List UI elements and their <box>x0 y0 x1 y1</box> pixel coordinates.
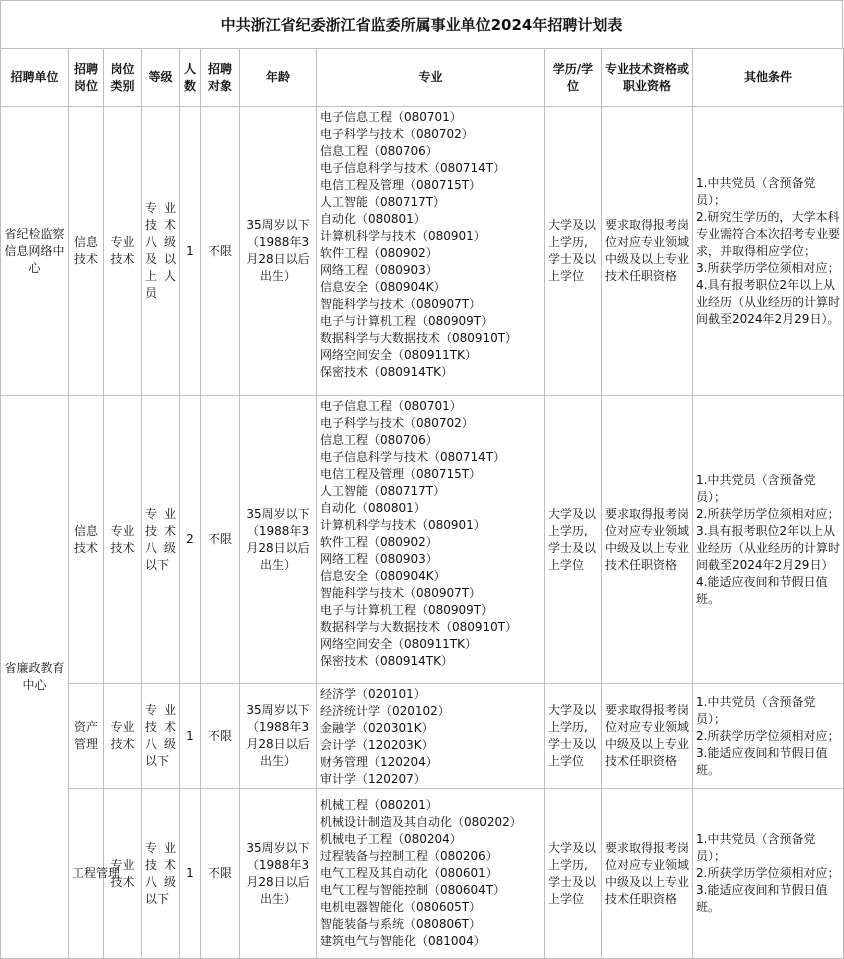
major-item: 信息安全（080904K） <box>320 280 446 294</box>
major-item: 计算机科学与技术（080901） <box>320 518 486 532</box>
other-cell <box>693 789 844 959</box>
other-item: 1.中共党员（含预备党员）； <box>696 175 816 207</box>
header-target: 招聘对象 <box>201 49 240 107</box>
count-cell: 1 <box>180 684 201 789</box>
education-cell: 大学及以上学历,学士及以上学位 <box>545 107 602 396</box>
other-item: 3.能适应夜间和节假日值班。 <box>696 883 828 914</box>
major-item: 电子与计算机工程（080909T） <box>320 603 494 617</box>
header-count: 人数 <box>180 49 201 107</box>
category-cell: 专业技术 <box>104 396 142 684</box>
level-cell: 专业技术八级及以上人员 <box>142 107 180 396</box>
other-item: 4.具有报考职位2年以上从业经历（从业经历的计算时间截至2024年2月29日）。 <box>696 277 841 326</box>
major-item: 自动化（080801） <box>320 212 426 226</box>
table-row <box>1 107 844 396</box>
header-education: 学历/学位 <box>545 49 602 107</box>
other-item: 2.所获学历学位须相对应； <box>696 866 840 880</box>
major-item: 机械设计制造及其自动化（080202） <box>320 815 522 829</box>
major-item: 软件工程（080902） <box>320 535 438 549</box>
major-item: 人工智能（080717T） <box>320 484 446 498</box>
qualification-cell: 要求取得报考岗位对应专业领域中级及以上专业技术任职资格 <box>602 684 693 789</box>
other-item: 1.中共党员（含预备党员）； <box>696 472 816 504</box>
major-item: 自动化（080801） <box>320 501 426 515</box>
major-item: 电子科学与技术（080702） <box>320 416 474 430</box>
major-item: 金融学（020301K） <box>320 721 434 735</box>
major-list <box>320 684 541 788</box>
age-cell: 35周岁以下（1988年3月28日以后出生） <box>240 684 317 789</box>
table-row <box>1 789 844 959</box>
major-item: 智能科学与技术（080907T） <box>320 586 482 600</box>
target-cell: 不限 <box>201 684 240 789</box>
age-cell: 35周岁以下（1988年3月28日以后出生） <box>240 396 317 684</box>
major-item: 建筑电气与智能化（081004） <box>320 934 486 948</box>
major-cell <box>317 107 545 396</box>
recruitment-table <box>0 48 844 959</box>
major-item: 电信工程及管理（080715T） <box>320 467 482 481</box>
qualification-cell: 要求取得报考岗位对应专业领域中级及以上专业技术任职资格 <box>602 396 693 684</box>
major-item: 电信工程及管理（080715T） <box>320 178 482 192</box>
major-item: 电子科学与技术（080702） <box>320 127 474 141</box>
major-item: 软件工程（080902） <box>320 246 438 260</box>
major-item: 电子与计算机工程（080909T） <box>320 314 494 328</box>
major-item: 电子信息工程（080701） <box>320 110 462 124</box>
major-item: 会计学（120203K） <box>320 738 434 752</box>
header-category: 岗位类别 <box>104 49 142 107</box>
target-cell: 不限 <box>201 789 240 959</box>
other-item: 1.中共党员（含预备党员）； <box>696 832 816 863</box>
major-item: 电子信息工程（080701） <box>320 399 462 413</box>
table-row <box>1 396 844 684</box>
major-item: 数据科学与大数据技术（080910T） <box>320 620 518 634</box>
major-item: 财务管理（120204） <box>320 755 438 769</box>
major-item: 经济统计学（020102） <box>320 704 450 718</box>
other-cell <box>693 107 844 396</box>
position-cell: 资产管理 <box>69 684 104 789</box>
major-item: 信息工程（080706） <box>320 144 438 158</box>
unit-cell: 省廉政教育中心 <box>1 396 69 959</box>
header-level: 等级 <box>142 49 180 107</box>
category-cell: 专业技术 <box>104 789 142 959</box>
major-item: 网络工程（080903） <box>320 263 438 277</box>
major-cell <box>317 789 545 959</box>
major-item: 智能装备与系统（080806T） <box>320 917 482 931</box>
header-row <box>1 49 844 107</box>
other-item: 2.所获学历学位须相对应； <box>696 728 840 743</box>
header-position: 招聘岗位 <box>69 49 104 107</box>
position-cell: 信息技术 <box>69 396 104 684</box>
education-cell: 大学及以上学历,学士及以上学位 <box>545 684 602 789</box>
other-cell <box>693 684 844 789</box>
category-cell: 专业技术 <box>104 684 142 789</box>
header-unit: 招聘单位 <box>1 49 69 107</box>
major-item: 电气工程及其自动化（080601） <box>320 866 498 880</box>
other-item: 2.所获学历学位须相对应； <box>696 506 840 521</box>
header-qualification: 专业技术资格或职业资格 <box>602 49 693 107</box>
major-list <box>320 789 541 950</box>
other-item: 2.研究生学历的，大学本科专业需符合本次招考专业要求，并取得相应学位； <box>696 209 841 258</box>
target-cell: 不限 <box>201 107 240 396</box>
position-cell: 信息技术 <box>69 107 104 396</box>
major-item: 人工智能（080717T） <box>320 195 446 209</box>
count-cell: 1 <box>180 107 201 396</box>
level-cell: 专业技术八级以下 <box>142 396 180 684</box>
other-item: 3.能适应夜间和节假日值班。 <box>696 745 828 777</box>
major-item: 电子信息科学与技术（080714T） <box>320 161 506 175</box>
major-item: 数据科学与大数据技术（080910T） <box>320 331 518 345</box>
header-major: 专业 <box>317 49 545 107</box>
count-cell: 2 <box>180 396 201 684</box>
age-cell: 35周岁以下（1988年3月28日以后出生） <box>240 107 317 396</box>
major-cell <box>317 684 545 789</box>
major-item: 信息工程（080706） <box>320 433 438 447</box>
unit-cell: 省纪检监察信息网络中心 <box>1 107 69 396</box>
major-item: 过程装备与控制工程（080206） <box>320 849 498 863</box>
sheet-title: 中共浙江省纪委浙江省监委所属事业单位2024年招聘计划表 <box>0 0 843 48</box>
major-item: 电子信息科学与技术（080714T） <box>320 450 506 464</box>
age-cell: 35周岁以下（1988年3月28日以后出生） <box>240 789 317 959</box>
header-age: 年龄 <box>240 49 317 107</box>
other-item: 3.具有报考职位2年以上从业经历（从业经历的计算时间截至2024年2月29日） <box>696 523 841 572</box>
major-item: 网络空间安全（080911TK） <box>320 637 478 651</box>
major-item: 经济学（020101） <box>320 687 426 701</box>
major-item: 审计学（120207） <box>320 772 426 786</box>
target-cell: 不限 <box>201 396 240 684</box>
major-cell <box>317 396 545 684</box>
other-cell <box>693 396 844 684</box>
table-row <box>1 684 844 789</box>
major-item: 电气工程与智能控制（080604T） <box>320 883 506 897</box>
qualification-cell: 要求取得报考岗位对应专业领域中级及以上专业技术任职资格 <box>602 107 693 396</box>
qualification-cell: 要求取得报考岗位对应专业领域中级及以上专业技术任职资格 <box>602 789 693 959</box>
major-item: 网络工程（080903） <box>320 552 438 566</box>
major-list <box>320 396 541 670</box>
major-item: 保密技术（080914TK） <box>320 365 454 379</box>
other-item: 1.中共党员（含预备党员）； <box>696 694 816 726</box>
count-cell: 1 <box>180 789 201 959</box>
position-cell: 工程管理 <box>69 789 104 959</box>
major-item: 网络空间安全（080911TK） <box>320 348 478 362</box>
major-list <box>320 107 541 381</box>
level-cell: 专业技术八级以下 <box>142 684 180 789</box>
category-cell: 专业技术 <box>104 107 142 396</box>
other-item: 4.能适应夜间和节假日值班。 <box>696 574 828 606</box>
header-other: 其他条件 <box>693 49 844 107</box>
major-item: 机械工程（080201） <box>320 798 438 812</box>
major-item: 保密技术（080914TK） <box>320 654 454 668</box>
major-item: 电机电器智能化（080605T） <box>320 900 482 914</box>
education-cell: 大学及以上学历,学士及以上学位 <box>545 396 602 684</box>
other-item: 3.所获学历学位须相对应； <box>696 260 840 275</box>
major-item: 机械电子工程（080204） <box>320 832 462 846</box>
level-cell: 专业技术八级以下 <box>142 789 180 959</box>
major-item: 信息安全（080904K） <box>320 569 446 583</box>
major-item: 智能科学与技术（080907T） <box>320 297 482 311</box>
education-cell: 大学及以上学历,学士及以上学位 <box>545 789 602 959</box>
major-item: 计算机科学与技术（080901） <box>320 229 486 243</box>
